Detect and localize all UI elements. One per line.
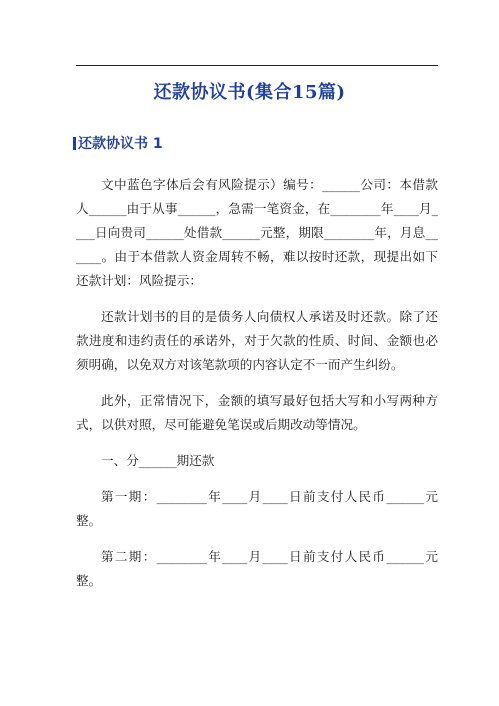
paragraph-plan-purpose: 还款计划书的目的是债务人向债权人承诺及时还款。除了还款进度和违约责任的承诺外，对于欠款的性质、时间、金额也必须明确，以免双方对该笔款项的内容认定不一而产生纠纷。 [76, 309, 438, 372]
header-rule [76, 65, 438, 66]
paragraph-installments: 一、分______期还款 [101, 453, 215, 468]
paragraph-second-period: 第二期：________年____月____日前支付人民币______元整。 [76, 549, 438, 588]
paragraph-first-period: 第一期：________年____月____日前支付人民币______元整。 [76, 489, 438, 528]
document-title: 还款协议书(集合15篇) [153, 82, 346, 103]
section-heading [73, 133, 163, 153]
section-heading-text: 还款协议书 1 [78, 136, 163, 152]
document-body [76, 173, 438, 605]
paragraph-loan-intro: 文中蓝色字体后会有风险提示）编号：______公司：本借款人______由于从事______，急需一笔资金，在________年____月____日向贵司______处借款______元整，期限________年，月息______。由于本借款人资金周转不畅，难以按时还款，现提出如下还款计划：风险提示： [76, 177, 438, 288]
section-marker-bar [73, 137, 76, 150]
paragraph-amount-note: 此外，正常情况下，金额的填写最好包括大写和小写两种方式，以供对照，尽可能避免笔误或后期改动等情况。 [76, 393, 438, 432]
